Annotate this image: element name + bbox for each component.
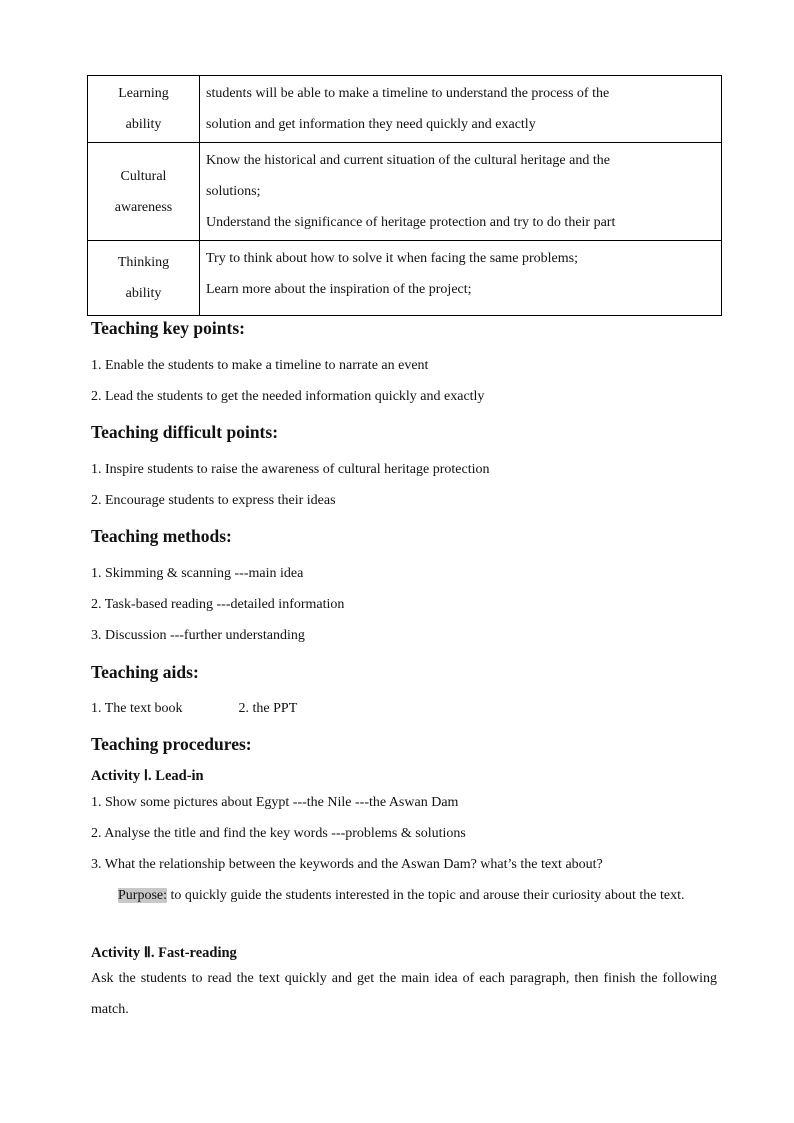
list-item: 1. Inspire students to raise the awareness of cultural heritage protection [91,462,490,477]
list-item: 2. Encourage students to express their ideas [91,493,336,508]
list-item: 2. Task-based reading ---detailed information [91,597,345,612]
procedures-heading: Teaching procedures: [91,734,252,754]
aid-item: 2. the PPT [238,701,298,716]
aid-item: 1. The text book [91,701,183,716]
label-line: Thinking [117,255,170,270]
list-item: 3. Discussion ---further understanding [91,628,305,643]
methods-heading: Teaching methods: [91,526,232,546]
content-line: Understand the significance of heritage protection and try to do their part [206,215,616,230]
objectives-table [87,75,722,316]
list-item: 2. Lead the students to get the needed information quickly and exactly [91,389,485,404]
label-line: ability [125,117,162,132]
list-item: 1. Enable the students to make a timeline to narrate an event [91,358,429,373]
content-line: Try to think about how to solve it when facing the same problems; [206,251,578,266]
activity-title: Activity Ⅱ. Fast-reading [91,945,237,961]
difficult-points-heading: Teaching difficult points: [91,422,279,442]
row-content [200,241,722,316]
key-points-heading: Teaching key points: [91,318,245,338]
row-content [200,143,722,241]
content-line: solution and get information they need quickly and exactly [206,117,536,132]
list-item: 1. Skimming & scanning ---main idea [91,566,304,581]
content-line: solutions; [206,184,261,199]
row-label [88,76,200,143]
label-line: Learning [118,86,169,101]
row-content [200,76,722,143]
row-label [88,241,200,316]
label-line: ability [125,286,162,301]
content-line: Learn more about the inspiration of the project; [206,282,472,297]
purpose-paragraph [91,880,717,911]
content-line: students will be able to make a timeline to understand the process of the [206,86,610,101]
aids-heading: Teaching aids: [91,662,199,682]
row-label [88,143,200,241]
label-line: Cultural [120,168,167,184]
purpose-label: Purpose: [118,888,167,903]
table-row [88,241,722,316]
activity-title: Activity Ⅰ. Lead-in [91,768,204,784]
list-item: 2. Analyse the title and find the key words ---problems & solutions [91,826,466,841]
list-item: 3. What the relationship between the keywords and the Aswan Dam? what’s the text about? [91,857,603,872]
table-row [88,76,722,143]
content-line: Know the historical and current situation of the cultural heritage and the [206,153,610,168]
list-item: 1. Show some pictures about Egypt ---the Nile ---the Aswan Dam [91,795,459,810]
activity-paragraph: Ask the students to read the text quickly and get the main idea of each paragraph, then finish the following match. [91,971,717,1017]
purpose-text: to quickly guide the students interested in the topic and arouse their curiosity about the text. [167,888,685,903]
aids-line [91,700,297,718]
table-row [88,143,722,241]
label-line: awareness [114,199,173,215]
